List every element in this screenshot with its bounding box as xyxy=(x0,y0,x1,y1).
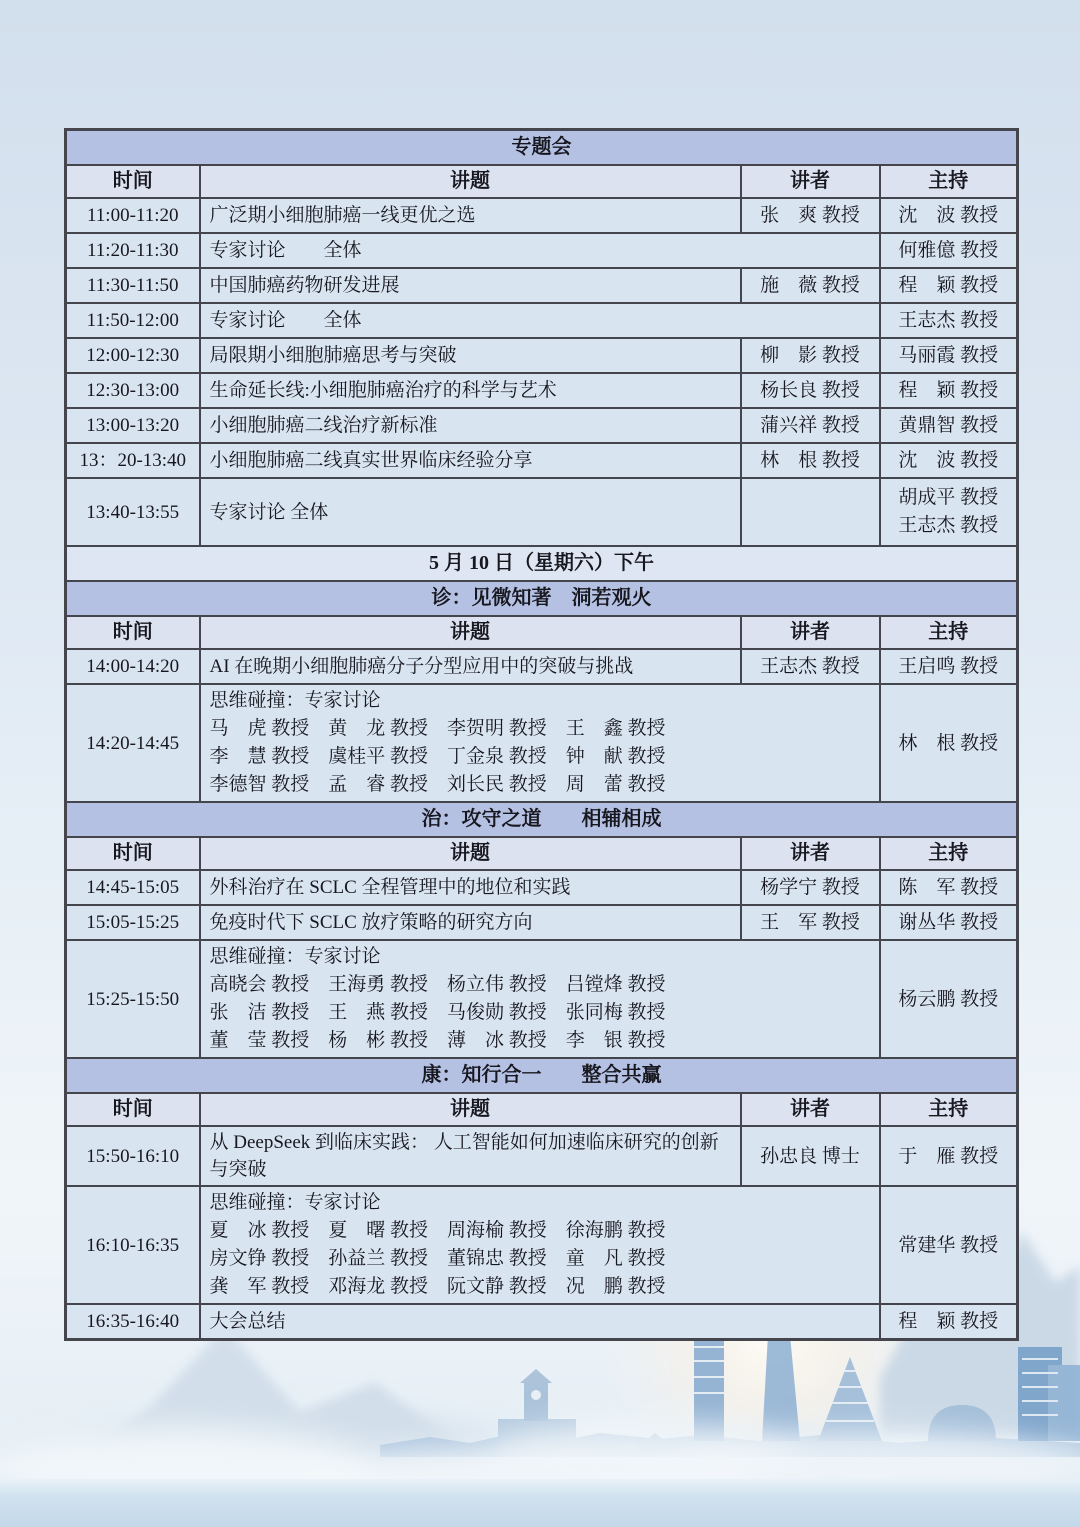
speaker-cell: 杨学宁 教授 xyxy=(741,870,880,905)
topic-column-header: 讲题 xyxy=(200,165,741,198)
schedule-row xyxy=(66,303,1018,338)
schedule-row xyxy=(66,649,1018,684)
text-line: 思维碰撞：专家讨论 xyxy=(209,1192,381,1213)
host-column-header: 主持 xyxy=(880,837,1018,870)
text-line: 李德智 教授 孟 睿 教授 刘长民 教授 周 蕾 教授 xyxy=(209,774,666,795)
text-line: 高晓会 教授 王海勇 教授 杨立伟 教授 吕镗烽 教授 xyxy=(209,974,666,995)
text-line: 龚 军 教授 邓海龙 教授 阮文静 教授 况 鹏 教授 xyxy=(209,1276,666,1297)
speaker-cell xyxy=(741,478,880,546)
schedule-row xyxy=(66,408,1018,443)
time-cell: 16:10-16:35 xyxy=(66,1186,200,1304)
host-cell: 程 颖 教授 xyxy=(880,1304,1018,1340)
schedule-row xyxy=(66,443,1018,478)
schedule-row xyxy=(66,268,1018,303)
topic-cell: 免疫时代下 SCLC 放疗策略的研究方向 xyxy=(200,905,741,940)
speaker-cell: 孙忠良 博士 xyxy=(741,1126,880,1186)
speaker-column-header: 讲者 xyxy=(741,165,880,198)
time-cell: 15:50-16:10 xyxy=(66,1126,200,1186)
schedule-row xyxy=(66,1186,1018,1304)
time-cell: 11:50-12:00 xyxy=(66,303,200,338)
topic-cell: 小细胞肺癌二线真实世界临床经验分享 xyxy=(200,443,741,478)
time-cell: 12:00-12:30 xyxy=(66,338,200,373)
water-band xyxy=(0,1479,1080,1527)
time-cell: 13:00-13:20 xyxy=(66,408,200,443)
text-line: 房文铮 教授 孙益兰 教授 董锦忠 教授 童 凡 教授 xyxy=(209,1248,666,1269)
time-cell: 14:20-14:45 xyxy=(66,684,200,802)
topic-cell: 专家讨论 全体 xyxy=(200,303,880,338)
text-line: 董 莹 教授 杨 彬 教授 薄 冰 教授 李 银 教授 xyxy=(209,1030,666,1051)
speaker-column-header: 讲者 xyxy=(741,1093,880,1126)
host-cell: 杨云鹏 教授 xyxy=(880,940,1018,1058)
schedule-row xyxy=(66,684,1018,802)
speaker-cell: 林 根 教授 xyxy=(741,443,880,478)
schedule-row xyxy=(66,870,1018,905)
time-cell: 12:30-13:00 xyxy=(66,373,200,408)
time-cell: 13:40-13:55 xyxy=(66,478,200,546)
host-cell: 程 颖 教授 xyxy=(880,373,1018,408)
time-column-header: 时间 xyxy=(66,616,200,649)
time-cell: 15:05-15:25 xyxy=(66,905,200,940)
host-cell: 林 根 教授 xyxy=(880,684,1018,802)
schedule-row xyxy=(66,373,1018,408)
host-cell: 沈 波 教授 xyxy=(880,443,1018,478)
time-cell: 14:45-15:05 xyxy=(66,870,200,905)
topic-column-header: 讲题 xyxy=(200,616,741,649)
schedule-row xyxy=(66,198,1018,233)
speaker-cell: 王志杰 教授 xyxy=(741,649,880,684)
topic-cell xyxy=(200,940,880,1058)
host-cell: 王启鸣 教授 xyxy=(880,649,1018,684)
text-line: 思维碰撞：专家讨论 xyxy=(209,690,381,711)
topic-cell: 专家讨论 全体 xyxy=(200,233,880,268)
column-header-row xyxy=(66,165,1018,198)
host-cell: 程 颖 教授 xyxy=(880,268,1018,303)
text-line: 夏 冰 教授 夏 曙 教授 周海榆 教授 徐海鹏 教授 xyxy=(209,1220,666,1241)
topic-cell: AI 在晚期小细胞肺癌分子分型应用中的突破与挑战 xyxy=(200,649,741,684)
date-banner-cell: 5 月 10 日（星期六）下午 xyxy=(66,546,1018,581)
session-banner-row xyxy=(66,581,1018,616)
text-line: 马 虎 教授 黄 龙 教授 李贺明 教授 王 鑫 教授 xyxy=(209,718,666,739)
topic-cell: 广泛期小细胞肺癌一线更优之选 xyxy=(200,198,741,233)
topic-column-header: 讲题 xyxy=(200,1093,741,1126)
time-column-header: 时间 xyxy=(66,165,200,198)
session-banner-cell: 专题会 xyxy=(66,130,1018,166)
date-banner-row xyxy=(66,546,1018,581)
session-banner-cell: 康：知行合一 整合共赢 xyxy=(66,1058,1018,1093)
time-cell: 15:25-15:50 xyxy=(66,940,200,1058)
time-cell: 11:30-11:50 xyxy=(66,268,200,303)
time-cell: 14:00-14:20 xyxy=(66,649,200,684)
speaker-cell: 王 军 教授 xyxy=(741,905,880,940)
time-column-header: 时间 xyxy=(66,837,200,870)
speaker-cell: 杨长良 教授 xyxy=(741,373,880,408)
topic-cell: 从 DeepSeek 到临床实践： 人工智能如何加速临床研究的创新与突破 xyxy=(200,1126,741,1186)
time-cell: 13：20-13:40 xyxy=(66,443,200,478)
topic-cell: 生命延长线:小细胞肺癌治疗的科学与艺术 xyxy=(200,373,741,408)
topic-cell: 局限期小细胞肺癌思考与突破 xyxy=(200,338,741,373)
host-column-header: 主持 xyxy=(880,165,1018,198)
column-header-row xyxy=(66,616,1018,649)
speaker-column-header: 讲者 xyxy=(741,616,880,649)
speaker-cell: 张 爽 教授 xyxy=(741,198,880,233)
topic-cell: 中国肺癌药物研发进展 xyxy=(200,268,741,303)
speaker-column-header: 讲者 xyxy=(741,837,880,870)
session-banner-row xyxy=(66,130,1018,166)
schedule-table-body xyxy=(66,130,1018,1340)
topic-cell: 专家讨论 全体 xyxy=(200,478,741,546)
host-cell: 沈 波 教授 xyxy=(880,198,1018,233)
session-banner-cell: 治：攻守之道 相辅相成 xyxy=(66,802,1018,837)
session-banner-cell: 诊：见微知著 洞若观火 xyxy=(66,581,1018,616)
schedule-row xyxy=(66,478,1018,546)
text-line: 王志杰 教授 xyxy=(898,515,999,536)
time-cell: 16:35-16:40 xyxy=(66,1304,200,1340)
host-cell: 黄鼎智 教授 xyxy=(880,408,1018,443)
column-header-row xyxy=(66,1093,1018,1126)
schedule-row xyxy=(66,905,1018,940)
schedule-row xyxy=(66,940,1018,1058)
schedule-row xyxy=(66,1304,1018,1340)
topic-cell xyxy=(200,684,880,802)
schedule-table xyxy=(64,128,1019,1341)
host-cell: 谢丛华 教授 xyxy=(880,905,1018,940)
text-line: 李 慧 教授 虞桂平 教授 丁金泉 教授 钟 献 教授 xyxy=(209,746,666,767)
text-line: 胡成平 教授 xyxy=(898,487,999,508)
speaker-cell: 施 薇 教授 xyxy=(741,268,880,303)
host-column-header: 主持 xyxy=(880,616,1018,649)
host-cell xyxy=(880,478,1018,546)
host-cell: 何雅億 教授 xyxy=(880,233,1018,268)
session-banner-row xyxy=(66,1058,1018,1093)
time-cell: 11:20-11:30 xyxy=(66,233,200,268)
topic-column-header: 讲题 xyxy=(200,837,741,870)
speaker-cell: 柳 影 教授 xyxy=(741,338,880,373)
topic-cell: 大会总结 xyxy=(200,1304,880,1340)
speaker-cell: 蒲兴祥 教授 xyxy=(741,408,880,443)
host-column-header: 主持 xyxy=(880,1093,1018,1126)
topic-cell: 小细胞肺癌二线治疗新标准 xyxy=(200,408,741,443)
schedule-row xyxy=(66,233,1018,268)
topic-cell xyxy=(200,1186,880,1304)
host-cell: 马丽霞 教授 xyxy=(880,338,1018,373)
time-column-header: 时间 xyxy=(66,1093,200,1126)
text-line: 思维碰撞：专家讨论 xyxy=(209,946,381,967)
host-cell: 陈 军 教授 xyxy=(880,870,1018,905)
column-header-row xyxy=(66,837,1018,870)
topic-cell: 外科治疗在 SCLC 全程管理中的地位和实践 xyxy=(200,870,741,905)
host-cell: 常建华 教授 xyxy=(880,1186,1018,1304)
host-cell: 于 雁 教授 xyxy=(880,1126,1018,1186)
time-cell: 11:00-11:20 xyxy=(66,198,200,233)
schedule-row xyxy=(66,1126,1018,1186)
text-line: 张 洁 教授 王 燕 教授 马俊勋 教授 张同梅 教授 xyxy=(209,1002,666,1023)
schedule-row xyxy=(66,338,1018,373)
host-cell: 王志杰 教授 xyxy=(880,303,1018,338)
session-banner-row xyxy=(66,802,1018,837)
